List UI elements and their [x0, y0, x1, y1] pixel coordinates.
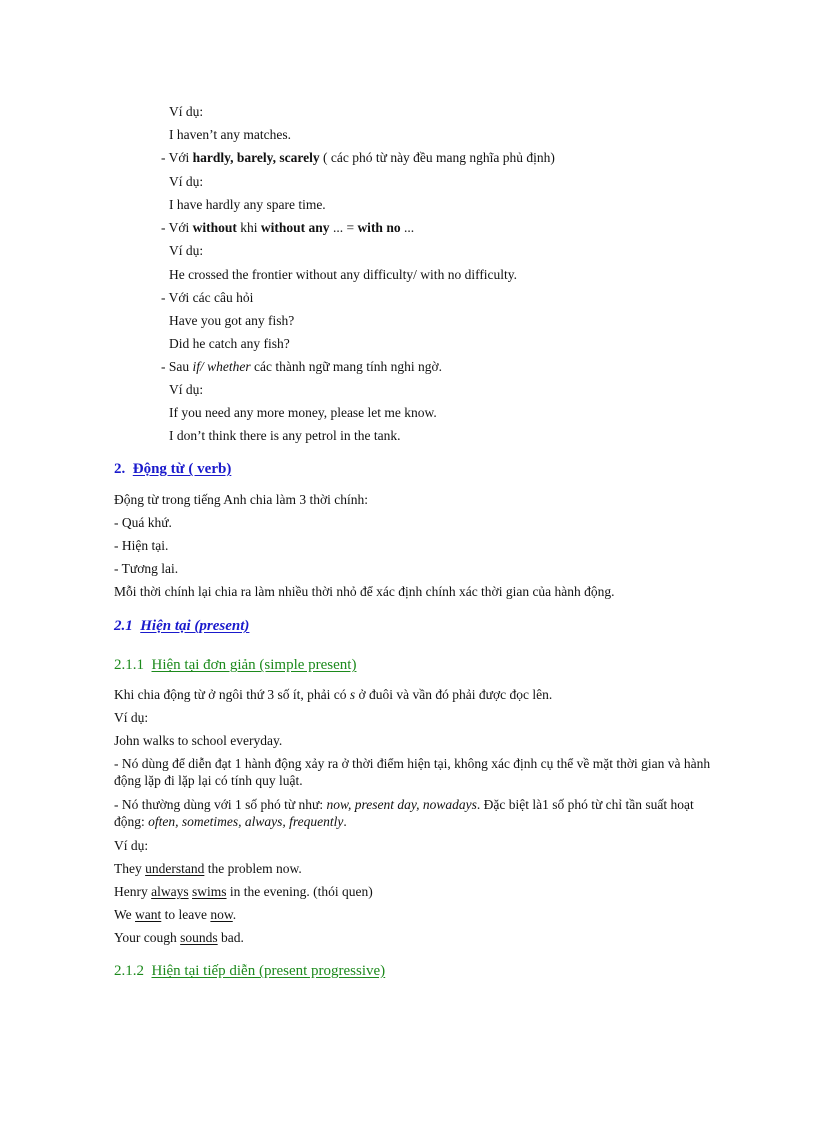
text: Khi chia động từ ở ngôi thứ 3 số ít, phải có	[114, 687, 350, 702]
text: .	[343, 814, 347, 829]
bold-term: hardly, barely, scarely	[192, 150, 320, 165]
section-number: 2.1	[114, 618, 133, 634]
bullet-text: - Với	[161, 220, 193, 235]
text: . Đặc biệt là1 số phó từ chỉ tần suất hoạt động:	[114, 797, 694, 829]
bullet-hardly	[161, 149, 555, 166]
paragraph: Động từ trong tiếng Anh chia làm 3 thời chính:	[114, 492, 369, 507]
example-sentence: If you need any more money, please let me know.	[169, 405, 437, 420]
italic-term: s	[349, 687, 356, 702]
list-item: - Quá khứ.	[114, 515, 172, 530]
section-number: 2.1.1	[114, 657, 144, 673]
heading-section-2	[114, 461, 231, 478]
example-sentence: I have hardly any spare time.	[169, 197, 326, 212]
bullet-text: các thành ngữ mang tính nghi ngờ.	[250, 359, 443, 374]
italic-term: often, sometimes, always, frequently	[148, 814, 344, 829]
text: - Nó thường dùng với 1 số phó từ như:	[114, 797, 327, 812]
paragraph	[114, 686, 552, 703]
text: Henry	[114, 884, 152, 899]
example-sentence: He crossed the frontier without any difficulty/ with no difficulty.	[169, 267, 518, 282]
example-label: Ví dụ:	[169, 104, 204, 119]
section-title: Hiện tại tiếp diễn (present progressive)	[151, 963, 386, 979]
bullet-without	[161, 219, 414, 236]
bullet-text: khi	[236, 220, 261, 235]
example-sentence: I don’t think there is any petrol in the tank.	[169, 428, 401, 443]
example-label: Ví dụ:	[169, 174, 204, 189]
bullet-text: ... =	[329, 220, 358, 235]
example-sentence	[114, 929, 244, 946]
text: to leave	[161, 907, 211, 922]
bullet-text: - Sau	[161, 359, 193, 374]
example-sentence	[114, 860, 302, 877]
list-item: - Hiện tại.	[114, 538, 169, 553]
text: in the evening. (thói quen)	[226, 884, 373, 899]
bullet-questions: - Với các câu hỏi	[161, 290, 254, 305]
section-number: 2.1.2	[114, 963, 144, 979]
example-label: Ví dụ:	[114, 710, 149, 725]
italic-term: now, present day, nowadays	[326, 797, 477, 812]
example-label: Ví dụ:	[114, 838, 149, 853]
underlined-adverb: now	[210, 907, 233, 922]
bullet-if-whether	[161, 358, 442, 375]
example-sentence: John walks to school everyday.	[114, 733, 283, 748]
paragraph	[114, 796, 724, 830]
text: .	[232, 907, 237, 922]
example-label: Ví dụ:	[169, 243, 204, 258]
bullet-text: ( các phó từ này đều mang nghĩa phủ định)	[319, 150, 555, 165]
heading-section-2-1	[114, 618, 249, 635]
text: We	[114, 907, 136, 922]
example-sentence: I haven’t any matches.	[169, 127, 291, 142]
paragraph: Mỗi thời chính lại chia ra làm nhiều thời nhỏ để xác định chính xác thời gian của hành động.	[114, 584, 615, 599]
bullet-text: - Với	[161, 150, 193, 165]
section-number: 2.	[114, 461, 126, 477]
text: the problem now.	[204, 861, 302, 876]
section-title: Động từ ( verb)	[132, 461, 232, 477]
underlined-verb: want	[135, 907, 162, 922]
text: bad.	[217, 930, 244, 945]
underlined-verb: swims	[192, 884, 227, 899]
list-item: - Tương lai.	[114, 561, 179, 576]
underlined-verb: sounds	[180, 930, 218, 945]
bold-term: with no	[357, 220, 401, 235]
bullet-text: ...	[400, 220, 415, 235]
example-sentence	[114, 906, 236, 923]
example-sentence: Did he catch any fish?	[169, 336, 290, 351]
example-sentence	[114, 883, 373, 900]
underlined-verb: understand	[145, 861, 205, 876]
text: They	[114, 861, 146, 876]
example-label: Ví dụ:	[169, 382, 204, 397]
heading-section-2-1-2	[114, 963, 385, 980]
section-title: Hiện tại (present)	[140, 618, 250, 634]
italic-term: if/ whether	[192, 359, 251, 374]
example-sentence: Have you got any fish?	[169, 313, 295, 328]
text: ở đuôi và vần đó phải được đọc lên.	[355, 687, 553, 702]
bold-term: without	[192, 220, 237, 235]
paragraph: - Nó dùng để diễn đạt 1 hành động xảy ra ở thời điểm hiện tại, không xác định cụ thể về mặt thời gian và hành động lặp đi lặp lại có tính quy luật.	[114, 756, 711, 788]
heading-section-2-1-1	[114, 657, 356, 674]
bold-term: without any	[260, 220, 330, 235]
section-title: Hiện tại đơn giản (simple present)	[151, 657, 357, 673]
text: Your cough	[114, 930, 181, 945]
underlined-adverb: always	[151, 884, 189, 899]
